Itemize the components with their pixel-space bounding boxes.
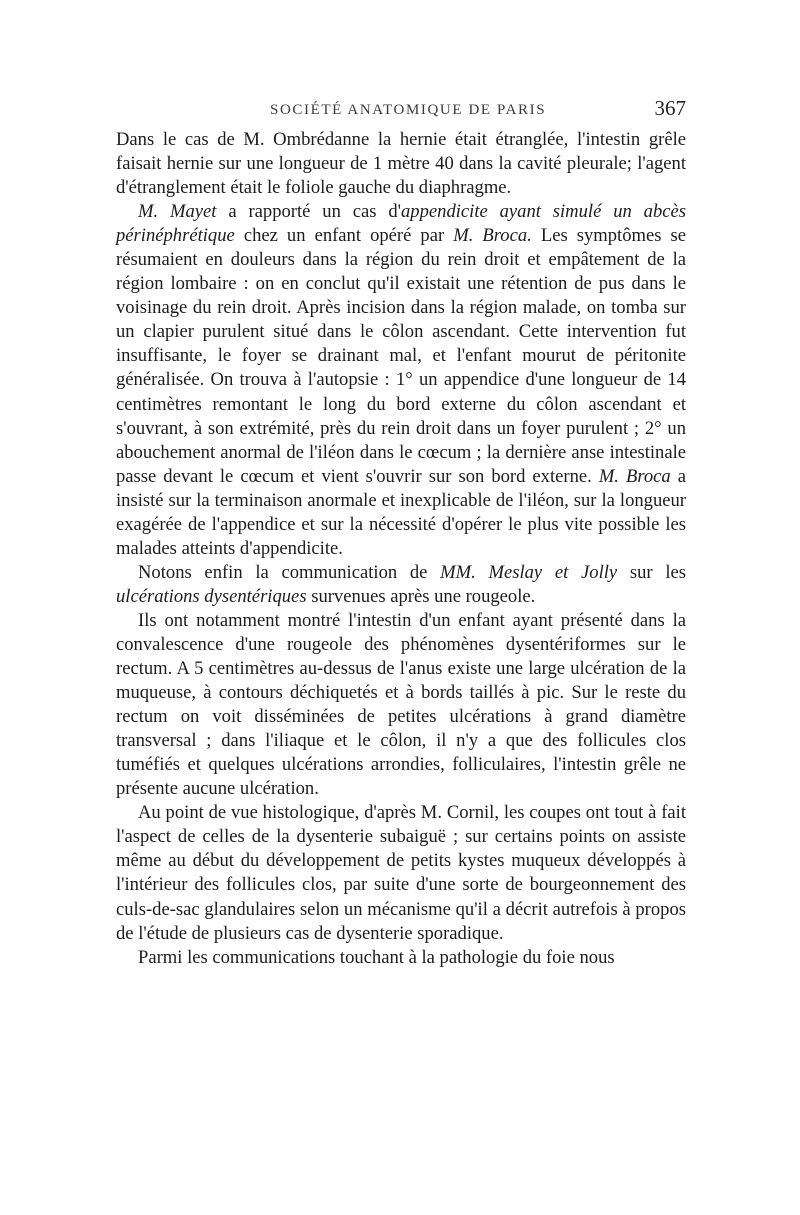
- paragraph-rectum: Ils ont notamment montré l'intestin d'un enfant ayant présenté dans la convalescence d'une rougeole des phénomènes dysentériformes sur le rectum. A 5 centimètres au-dessus de l'anus existe une large ulcération de la muqueuse, à contours déchiquetés et à bords taillés à pic. Sur le reste du rectum on voit disséminées de petites ulcérations à grand diamètre transversal ; dans l'iliaque et le côlon, il n'y a que des follicules clos tuméfiés et quelques ulcérations arrondies, folliculaires, l'intestin grêle ne présente aucune ulcération.: [116, 609, 686, 800]
- paragraph-meslay-text-1: Notons enfin la communication de: [138, 561, 441, 583]
- paragraph-mayet-text-3: Les symptômes se résumaient en douleurs dans la région du rein droit et empâtement de la région lombaire : on en conclut qu'il existait une rétention de pus dans le voisinage du rein droit. Après incision dans la région malade, on tomba sur un clapier purulent situé dans le côlon ascendant. Cette intervention fut insuffisante, le foyer se drainant mal, et l'enfant mourut de péritonite généralisée. On trouva à l'autopsie : 1° un appendice d'une longueur de 14 centimètres remontant le long du bord externe du côlon ascendant et s'ouvrant, à son extrémité, près du rein droit dans un foyer purulent ; 2° un abouchement anormal de l'iléon dans le cœcum ; la dernière anse intestinale passe devant le cœcum et vient s'ouvrir sur son bord externe.: [116, 225, 687, 487]
- paragraph-meslay-text-2: sur les: [617, 561, 686, 583]
- authors-meslay-jolly: MM. Meslay et Jolly: [440, 561, 618, 583]
- page-number: 367: [654, 96, 686, 120]
- paragraph-mayet: [116, 200, 686, 561]
- paragraph-liver: Parmi les communications touchant à la pathologie du foie nous: [138, 946, 615, 968]
- author-broca: M. Broca.: [453, 225, 532, 247]
- paragraph-mayet-text-4: a insisté sur la terminaison anormale et inexplicable de l'iléon, sur la longueur exagérée de l'appendice et sur la nécessité d'opérer le plus vite possible les malades atteints d'appendicite.: [116, 465, 687, 559]
- author-mayet: M. Mayet: [138, 201, 217, 223]
- running-head: SOCIÉTÉ ANATOMIQUE DE PARIS: [270, 102, 547, 118]
- paragraph-histology: Au point de vue histologique, d'après M. Cornil, les coupes ont tout à fait l'aspect de celles de la dysenterie subaiguë ; sur certains points on assiste même au début du développement de petits kystes muqueux développés à l'intérieur des follicules clos, par suite d'une sorte de bourgeonnement des culs-de-sac glandulaires selon un mécanisme qu'il a décrit autrefois à propos de l'étude de plusieurs cas de dysenterie sporadique.: [116, 802, 686, 944]
- paragraph-mayet-text-2: chez un enfant opéré par: [234, 225, 454, 247]
- page-header: [118, 96, 686, 122]
- case-title-appendicitis: appendicite ayant simulé un abcès périnéphrétique: [116, 201, 686, 247]
- case-title-ulcerations: ulcérations dysentériques: [116, 585, 307, 607]
- paragraph-mayet-text-1: a rapporté un cas d': [216, 201, 401, 223]
- author-broca-2: M. Broca: [598, 465, 671, 487]
- paragraph-meslay-jolly: [116, 561, 686, 609]
- paragraph-meslay-text-3: survenues après une rougeole.: [306, 585, 536, 607]
- paragraph-ombredanne: Dans le cas de M. Ombrédanne la hernie était étranglée, l'intestin grêle faisait hernie sur une longueur de 1 mètre 40 dans la cavité pleurale; l'agent d'étranglement était le foliole gauche du diaphragme.: [116, 129, 686, 199]
- body-text: [116, 128, 686, 970]
